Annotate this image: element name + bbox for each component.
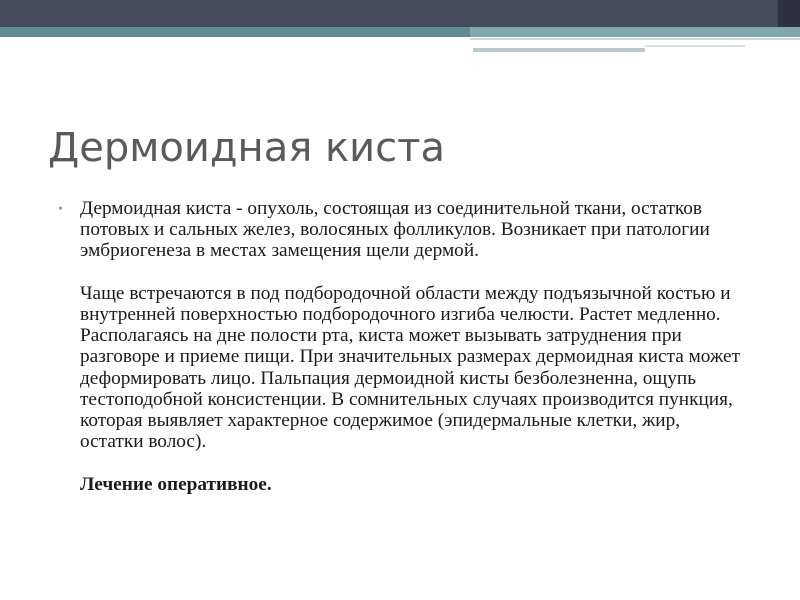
paragraph-gap bbox=[58, 262, 748, 283]
paragraph-gap bbox=[58, 452, 748, 473]
body-paragraph-description: Чаще встречаются в под подбородочной области между подъязычной костью и внутренней поверхностью подбородочного изгиба челюсти. Растет медленно. Располагаясь на дне полости рта, киста может вызывать затруднения при разговоре и приеме пищи. При значительных размерах дермоидная киста может деформировать лицо. Пальпация дермоидной кисты безболезненна, ощупь тестоподобной консистенции. В сомнительных случаях производится пункция, которая выявляет характерное содержимое (эпидермальные клетки, жир, остатки волос). bbox=[80, 282, 740, 453]
accent-stripe-dark bbox=[0, 27, 470, 37]
body-paragraph-treatment: Лечение оперативное. bbox=[80, 473, 272, 495]
decorative-line bbox=[473, 48, 645, 52]
slide-body bbox=[58, 198, 748, 495]
slide-title: Дермоидная киста bbox=[48, 125, 445, 171]
header-band bbox=[0, 0, 800, 27]
bullet-icon: • bbox=[58, 202, 63, 217]
decorative-line bbox=[470, 38, 800, 40]
decorative-line bbox=[645, 45, 745, 47]
header-band-accent bbox=[778, 0, 800, 27]
body-paragraph-definition: Дермоидная киста - опухоль, состоящая из соединительной ткани, остатков потовых и сальных желез, волосяных фолликулов. Возникает при патологии эмбриогенеза в местах замещения щели дермой. bbox=[80, 198, 710, 262]
